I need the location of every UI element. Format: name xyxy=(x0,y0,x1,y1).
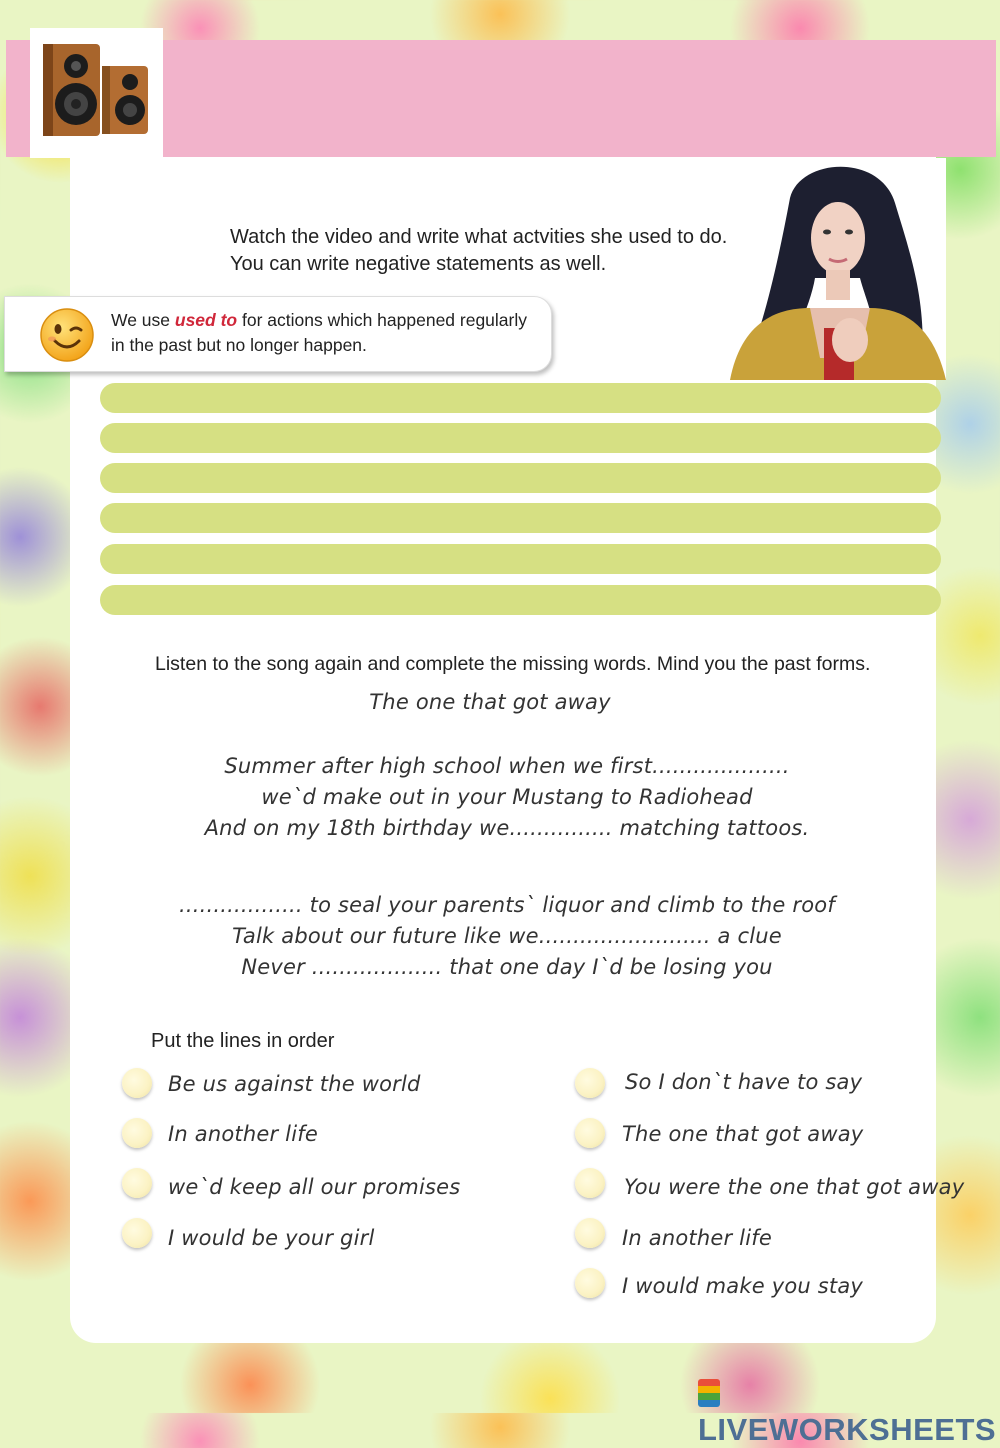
logo-badge-icon xyxy=(698,1379,720,1407)
answer-field[interactable] xyxy=(100,544,941,574)
order-number-input[interactable] xyxy=(575,1168,605,1198)
order-number-input[interactable] xyxy=(122,1068,152,1098)
answer-field[interactable] xyxy=(100,463,941,493)
order-number-input[interactable] xyxy=(575,1118,605,1148)
tip-highlight: used to xyxy=(174,310,238,330)
speakers-image xyxy=(30,28,163,158)
watch-instruction-line1: Watch the video and write what actvities she used to do. xyxy=(230,226,728,248)
order-line-right: You were the one that got away xyxy=(624,1175,965,1199)
order-line-left: In another life xyxy=(168,1122,318,1146)
lyric-line: Summer after high school when we first.................... xyxy=(224,754,790,778)
lyric-line: Talk about our future like we......................... a clue xyxy=(232,924,782,948)
answer-field[interactable] xyxy=(100,423,941,453)
liveworksheets-logo[interactable] xyxy=(698,1376,1000,1447)
tip-line2: in the past but no longer happen. xyxy=(111,335,367,355)
listen-instructions: Listen to the song again and complete the missing words. Mind you the past forms. xyxy=(155,653,871,675)
answer-field[interactable] xyxy=(100,383,941,413)
lyric-line: .................. to seal your parents` liquor and climb to the roof xyxy=(179,893,835,917)
tip-prefix: We use xyxy=(111,310,175,330)
order-line-right: In another life xyxy=(622,1226,772,1250)
order-number-input[interactable] xyxy=(122,1218,152,1248)
speakers-icon xyxy=(30,28,163,158)
watch-instructions xyxy=(230,224,727,278)
tip-text xyxy=(111,308,551,358)
order-number-input[interactable] xyxy=(575,1068,605,1098)
order-number-input[interactable] xyxy=(575,1218,605,1248)
order-line-left: Be us against the world xyxy=(168,1072,421,1096)
singer-photo xyxy=(730,158,946,380)
watch-instruction-line2: You can write negative statements as well. xyxy=(230,253,607,275)
order-number-input[interactable] xyxy=(122,1118,152,1148)
used-to-tip-box xyxy=(4,296,552,372)
order-line-left: I would be your girl xyxy=(168,1226,375,1250)
tip-suffix: for actions which happened regularly xyxy=(237,310,528,330)
lyric-line: And on my 18th birthday we............... matching tattoos. xyxy=(204,816,810,840)
order-line-right: The one that got away xyxy=(622,1122,864,1146)
lyric-line: Never ................... that one day I`d be losing you xyxy=(241,955,773,979)
order-title: Put the lines in order xyxy=(151,1030,335,1052)
answer-field[interactable] xyxy=(100,585,941,615)
answer-field[interactable] xyxy=(100,503,941,533)
order-number-input[interactable] xyxy=(122,1168,152,1198)
song-title: The one that got away xyxy=(369,690,611,714)
logo-text: LIVEWORKSHEETS xyxy=(698,1412,997,1447)
order-line-right: So I don`t have to say xyxy=(625,1070,863,1094)
lyric-line: we`d make out in your Mustang to Radiohead xyxy=(261,785,753,809)
order-line-right: I would make you stay xyxy=(622,1274,864,1298)
winking-face-icon xyxy=(39,307,95,363)
order-line-left: we`d keep all our promises xyxy=(168,1175,461,1199)
order-number-input[interactable] xyxy=(575,1268,605,1298)
